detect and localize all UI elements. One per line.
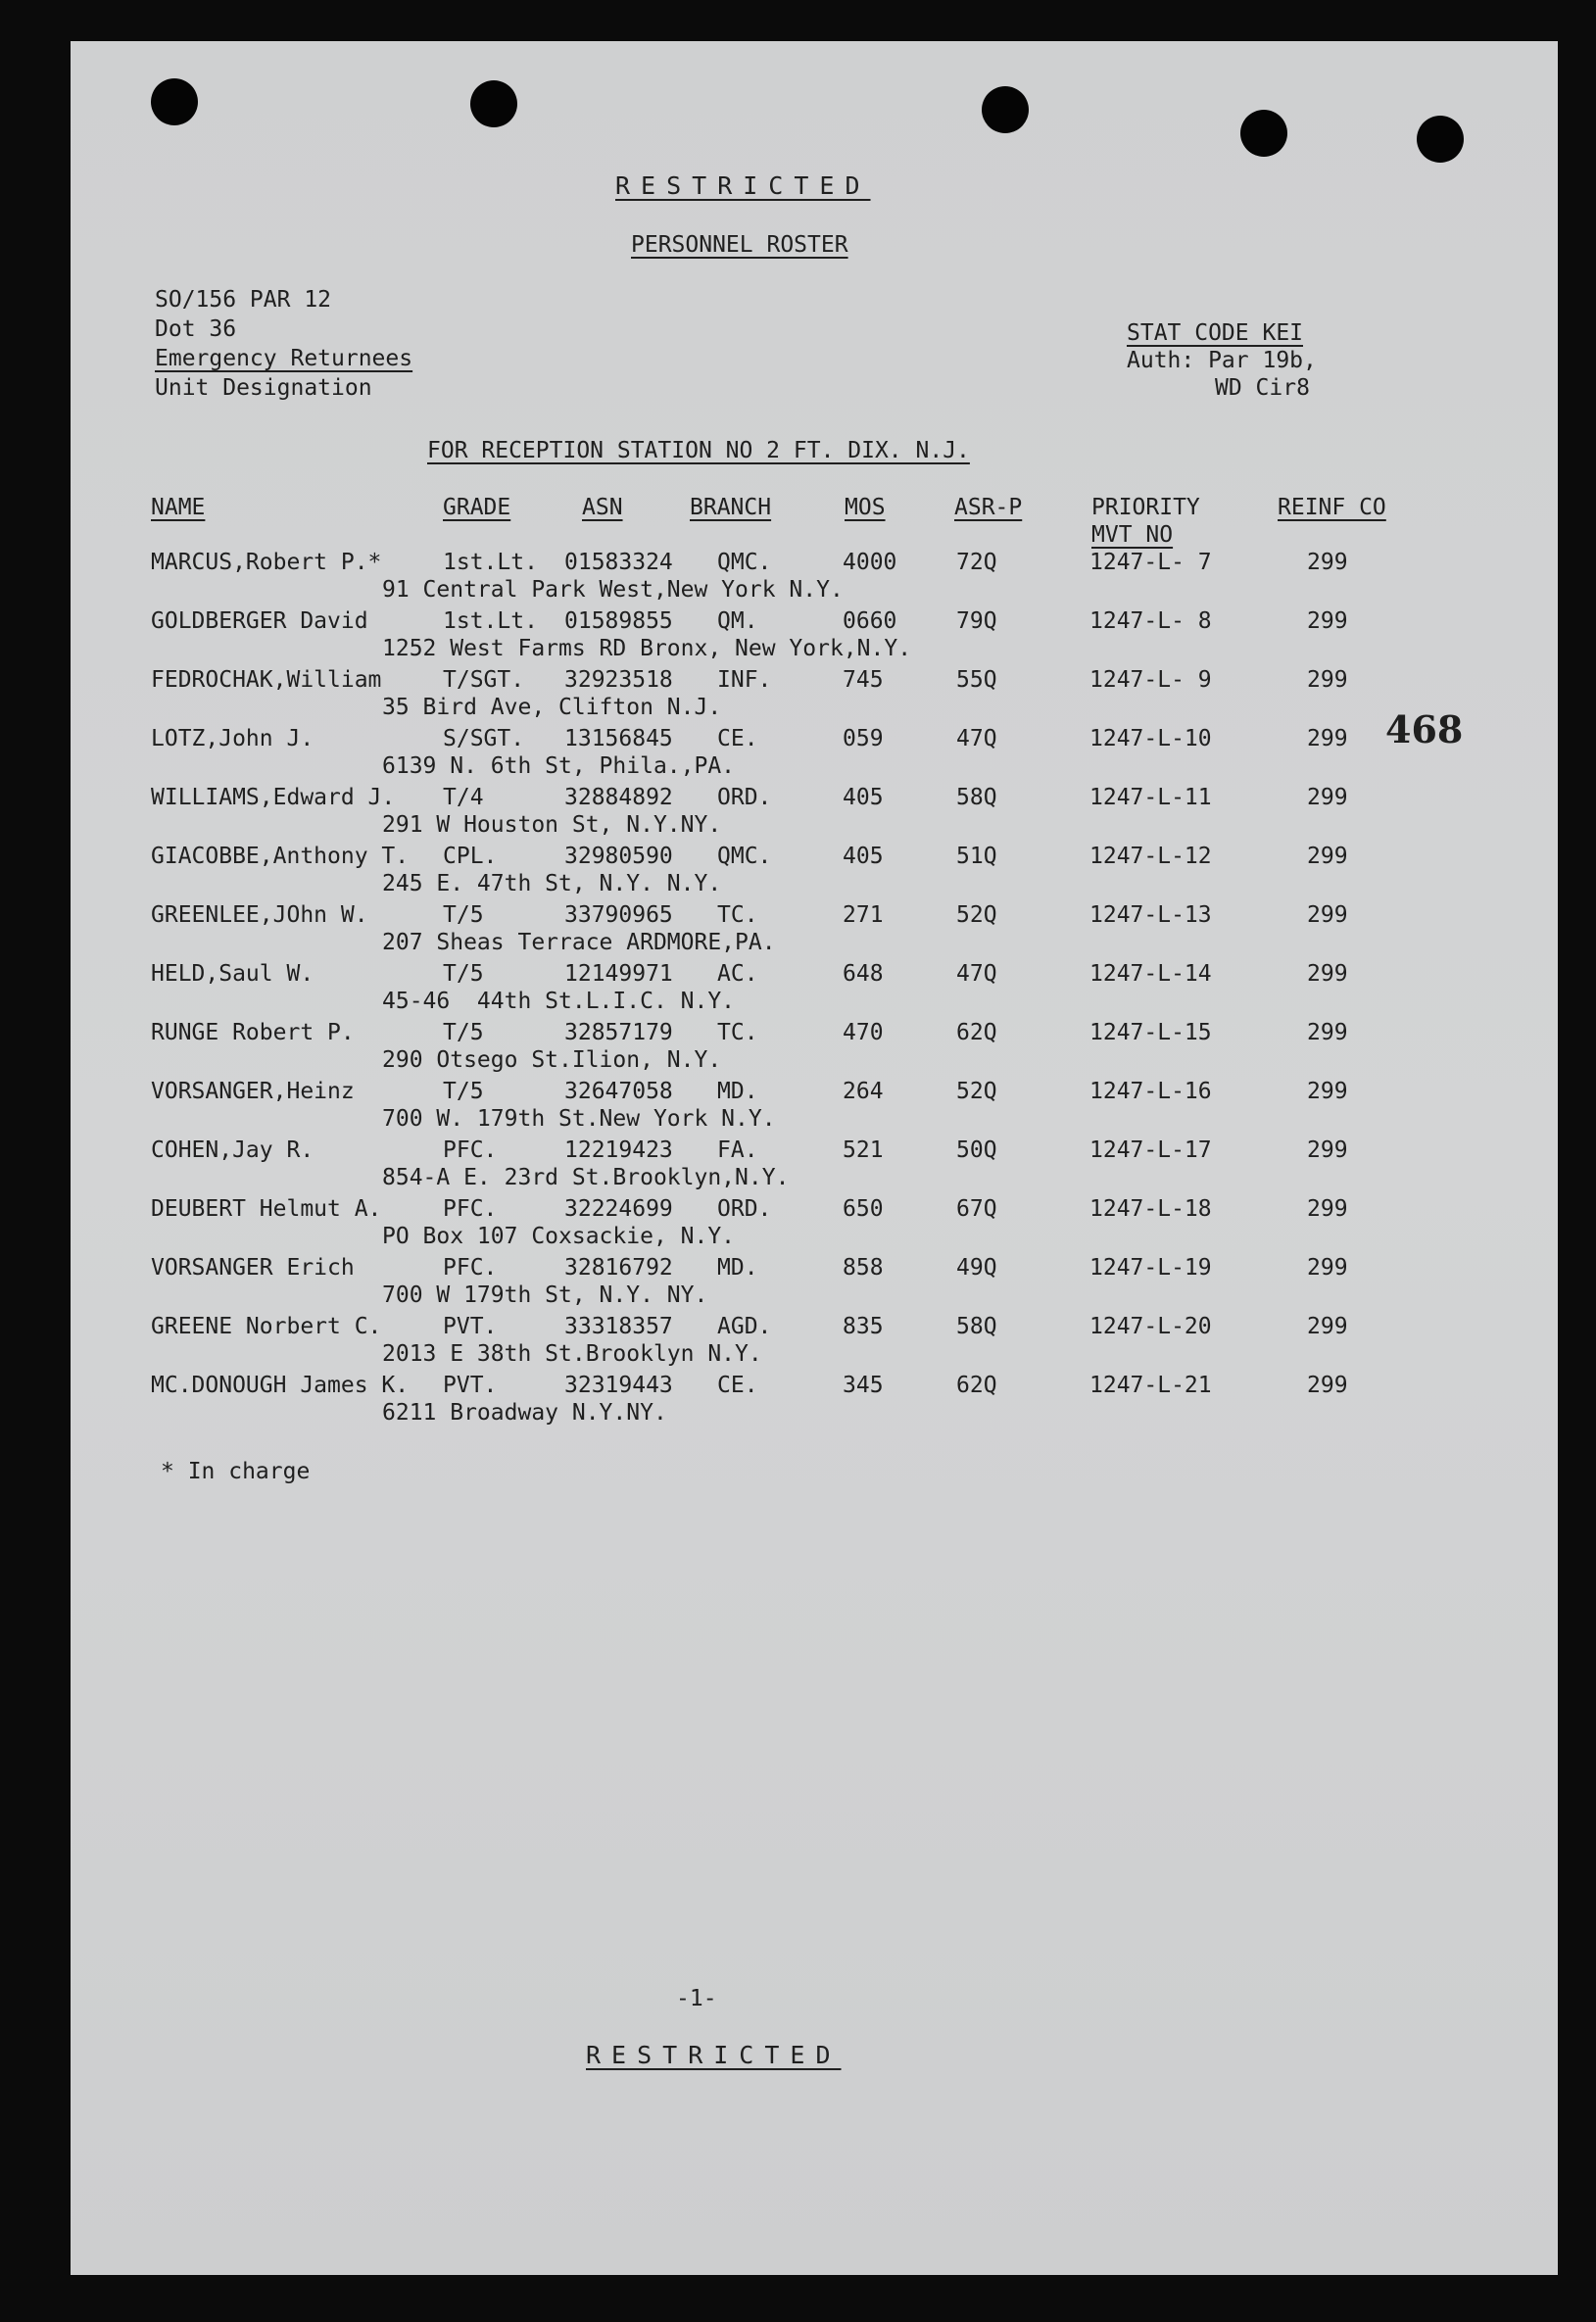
roster-name: GREENE Norbert C. (151, 1314, 382, 1339)
roster-mvt-no: 1247-L-10 (1089, 726, 1212, 751)
document-page (71, 41, 1558, 2275)
classification-header: RESTRICTED (615, 171, 871, 200)
roster-asr: 47Q (956, 726, 997, 751)
roster-address: 91 Central Park West,New York N.Y. (382, 577, 844, 603)
roster-asr: 67Q (956, 1196, 997, 1222)
roster-grade: PVT. (443, 1314, 498, 1339)
roster-asn: 32923518 (564, 667, 673, 693)
column-header-grade: GRADE (443, 495, 511, 520)
column-header-mvt: MVT NO (1091, 522, 1174, 548)
roster-asr: 72Q (956, 550, 997, 575)
roster-mvt-no: 1247-L-19 (1089, 1255, 1212, 1281)
roster-mvt-no: 1247-L-15 (1089, 1020, 1212, 1045)
roster-address: 290 Otsego St.Ilion, N.Y. (382, 1047, 722, 1073)
roster-address: 1252 West Farms RD Bronx, New York,N.Y. (382, 636, 912, 661)
roster-grade: S/SGT. (443, 726, 525, 751)
roster-reinf-co: 299 (1307, 1373, 1348, 1398)
roster-asn: 12219423 (564, 1137, 673, 1163)
roster-reinf-co: 299 (1307, 1079, 1348, 1104)
punch-hole (470, 80, 517, 127)
roster-mvt-no: 1247-L- 7 (1089, 550, 1212, 575)
roster-grade: 1st.Lt. (443, 608, 538, 634)
roster-asr: 50Q (956, 1137, 997, 1163)
column-header-name: NAME (151, 495, 206, 520)
roster-reinf-co: 299 (1307, 1196, 1348, 1222)
roster-address: 245 E. 47th St, N.Y. N.Y. (382, 871, 722, 896)
column-header-asn: ASN (582, 495, 623, 520)
roster-grade: CPL. (443, 844, 498, 869)
roster-asn: 01589855 (564, 608, 673, 634)
footnote: * In charge (161, 1459, 311, 1484)
roster-mos: 835 (843, 1314, 884, 1339)
roster-mos: 264 (843, 1079, 884, 1104)
roster-mvt-no: 1247-L-20 (1089, 1314, 1212, 1339)
roster-name: DEUBERT Helmut A. (151, 1196, 382, 1222)
roster-asn: 12149971 (564, 961, 673, 987)
roster-name: VORSANGER,Heinz (151, 1079, 355, 1104)
roster-mos: 4000 (843, 550, 897, 575)
roster-mvt-no: 1247-L-14 (1089, 961, 1212, 987)
roster-address: 2013 E 38th St.Brooklyn N.Y. (382, 1341, 762, 1367)
roster-name: LOTZ,John J. (151, 726, 314, 751)
roster-address: PO Box 107 Coxsackie, N.Y. (382, 1224, 736, 1249)
roster-asr: 47Q (956, 961, 997, 987)
roster-name: MARCUS,Robert P.* (151, 550, 382, 575)
order-reference: SO/156 PAR 12 (155, 287, 332, 313)
roster-branch: QMC. (717, 550, 772, 575)
group-type: Emergency Returnees (155, 346, 413, 371)
roster-asr: 49Q (956, 1255, 997, 1281)
document-title: PERSONNEL ROSTER (631, 232, 848, 258)
roster-branch: AC. (717, 961, 758, 987)
roster-address: 700 W. 179th St.New York N.Y. (382, 1106, 776, 1132)
roster-asn: 32816792 (564, 1255, 673, 1281)
roster-branch: MD. (717, 1079, 758, 1104)
roster-address: 291 W Houston St, N.Y.NY. (382, 812, 722, 838)
roster-name: GIACOBBE,Anthony T. (151, 844, 410, 869)
roster-branch: CE. (717, 1373, 758, 1398)
roster-branch: CE. (717, 726, 758, 751)
roster-mos: 271 (843, 902, 884, 928)
roster-name: GREENLEE,JOhn W. (151, 902, 368, 928)
roster-address: 207 Sheas Terrace ARDMORE,PA. (382, 930, 776, 955)
roster-address: 6211 Broadway N.Y.NY. (382, 1400, 667, 1426)
column-header-branch: BRANCH (690, 495, 772, 520)
roster-asr: 62Q (956, 1020, 997, 1045)
roster-reinf-co: 299 (1307, 1255, 1348, 1281)
punch-hole (982, 86, 1029, 133)
roster-grade: T/5 (443, 1079, 484, 1104)
roster-reinf-co: 299 (1307, 726, 1348, 751)
column-header-priority: PRIORITY (1091, 495, 1200, 520)
roster-mvt-no: 1247-L-18 (1089, 1196, 1212, 1222)
roster-asn: 01583324 (564, 550, 673, 575)
roster-mvt-no: 1247-L-16 (1089, 1079, 1212, 1104)
roster-branch: AGD. (717, 1314, 772, 1339)
roster-mos: 648 (843, 961, 884, 987)
destination: FOR RECEPTION STATION NO 2 FT. DIX. N.J. (427, 438, 970, 463)
stat-code: STAT CODE KEI (1127, 320, 1304, 346)
roster-mvt-no: 1247-L- 9 (1089, 667, 1212, 693)
punch-hole (151, 78, 198, 125)
roster-mvt-no: 1247-L- 8 (1089, 608, 1212, 634)
roster-name: VORSANGER Erich (151, 1255, 355, 1281)
roster-branch: TC. (717, 902, 758, 928)
roster-reinf-co: 299 (1307, 785, 1348, 810)
roster-asn: 32857179 (564, 1020, 673, 1045)
column-header-reinf: REINF CO (1278, 495, 1386, 520)
roster-mvt-no: 1247-L-12 (1089, 844, 1212, 869)
roster-grade: PFC. (443, 1255, 498, 1281)
roster-reinf-co: 299 (1307, 961, 1348, 987)
roster-grade: 1st.Lt. (443, 550, 538, 575)
roster-branch: INF. (717, 667, 772, 693)
roster-mos: 470 (843, 1020, 884, 1045)
roster-grade: PFC. (443, 1137, 498, 1163)
roster-asr: 51Q (956, 844, 997, 869)
roster-branch: QM. (717, 608, 758, 634)
column-header-mos: MOS (845, 495, 886, 520)
roster-asr: 79Q (956, 608, 997, 634)
roster-mos: 405 (843, 844, 884, 869)
roster-grade: T/4 (443, 785, 484, 810)
roster-mos: 405 (843, 785, 884, 810)
roster-asr: 58Q (956, 785, 997, 810)
roster-branch: ORD. (717, 1196, 772, 1222)
roster-grade: PVT. (443, 1373, 498, 1398)
roster-mos: 650 (843, 1196, 884, 1222)
classification-footer: RESTRICTED (586, 2041, 842, 2069)
roster-mos: 858 (843, 1255, 884, 1281)
roster-name: WILLIAMS,Edward J. (151, 785, 396, 810)
roster-reinf-co: 299 (1307, 1020, 1348, 1045)
roster-asn: 32980590 (564, 844, 673, 869)
roster-name: HELD,Saul W. (151, 961, 314, 987)
authority: Auth: Par 19b, (1127, 348, 1317, 373)
roster-asn: 33790965 (564, 902, 673, 928)
roster-branch: TC. (717, 1020, 758, 1045)
roster-address: 854-A E. 23rd St.Brooklyn,N.Y. (382, 1165, 790, 1190)
order-date: Dot 36 (155, 316, 237, 342)
roster-asr: 55Q (956, 667, 997, 693)
roster-asr: 62Q (956, 1373, 997, 1398)
roster-asr: 58Q (956, 1314, 997, 1339)
roster-asn: 32884892 (564, 785, 673, 810)
roster-reinf-co: 299 (1307, 844, 1348, 869)
roster-mvt-no: 1247-L-13 (1089, 902, 1212, 928)
roster-mos: 345 (843, 1373, 884, 1398)
roster-mos: 0660 (843, 608, 897, 634)
roster-mvt-no: 1247-L-21 (1089, 1373, 1212, 1398)
roster-mvt-no: 1247-L-11 (1089, 785, 1212, 810)
roster-mvt-no: 1247-L-17 (1089, 1137, 1212, 1163)
roster-grade: T/5 (443, 961, 484, 987)
authority-circular: WD Cir8 (1215, 375, 1310, 401)
roster-reinf-co: 299 (1307, 667, 1348, 693)
roster-mos: 059 (843, 726, 884, 751)
roster-address: 45-46 44th St.L.I.C. N.Y. (382, 989, 736, 1014)
roster-name: RUNGE Robert P. (151, 1020, 355, 1045)
roster-asn: 32647058 (564, 1079, 673, 1104)
roster-address: 700 W 179th St, N.Y. NY. (382, 1282, 708, 1308)
roster-mos: 521 (843, 1137, 884, 1163)
roster-name: MC.DONOUGH James K. (151, 1373, 410, 1398)
roster-asn: 13156845 (564, 726, 673, 751)
roster-grade: PFC. (443, 1196, 498, 1222)
roster-reinf-co: 299 (1307, 550, 1348, 575)
punch-hole (1417, 116, 1464, 163)
roster-branch: QMC. (717, 844, 772, 869)
column-header-asr: ASR-P (954, 495, 1023, 520)
roster-branch: FA. (717, 1137, 758, 1163)
roster-reinf-co: 299 (1307, 902, 1348, 928)
roster-asr: 52Q (956, 902, 997, 928)
roster-grade: T/5 (443, 902, 484, 928)
roster-reinf-co: 299 (1307, 1137, 1348, 1163)
roster-name: FEDROCHAK,William (151, 667, 382, 693)
roster-address: 6139 N. 6th St, Phila.,PA. (382, 753, 736, 779)
roster-mos: 745 (843, 667, 884, 693)
page-number: -1- (676, 1986, 717, 2011)
roster-grade: T/5 (443, 1020, 484, 1045)
roster-branch: ORD. (717, 785, 772, 810)
roster-asn: 32319443 (564, 1373, 673, 1398)
roster-reinf-co: 299 (1307, 1314, 1348, 1339)
punch-hole (1240, 110, 1287, 157)
unit-designation: Unit Designation (155, 375, 372, 401)
stamp-number: 468 (1385, 707, 1464, 751)
roster-asn: 32224699 (564, 1196, 673, 1222)
roster-name: GOLDBERGER David (151, 608, 368, 634)
roster-asn: 33318357 (564, 1314, 673, 1339)
roster-reinf-co: 299 (1307, 608, 1348, 634)
roster-grade: T/SGT. (443, 667, 525, 693)
roster-branch: MD. (717, 1255, 758, 1281)
roster-address: 35 Bird Ave, Clifton N.J. (382, 695, 722, 720)
roster-asr: 52Q (956, 1079, 997, 1104)
roster-name: COHEN,Jay R. (151, 1137, 314, 1163)
